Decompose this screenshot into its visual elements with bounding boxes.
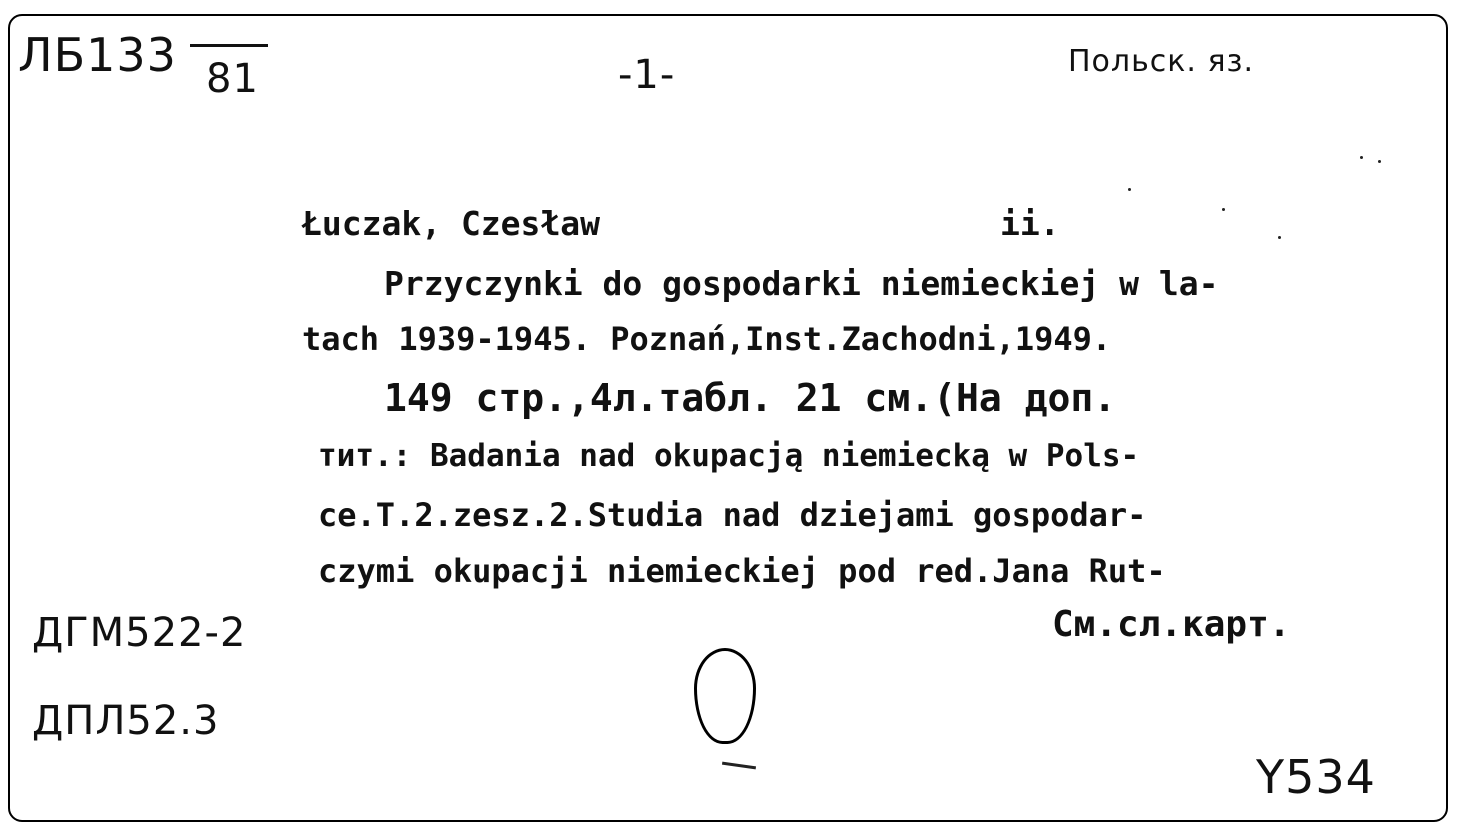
fraction-bar [190,44,268,47]
speck [1378,160,1381,163]
body-line-2: tach 1939-1945. Poznań,Inst.Zachodni,1949. [302,320,1112,358]
shelf-mark-2: ДПЛ52.3 [32,698,220,744]
speck [1360,156,1363,159]
body-line-6: czymi okupacji niemieckiej pod red.Jana Rut- [318,552,1166,590]
body-line-3: 149 стр.,4л.табл. 21 см.(На доп. [384,376,1117,420]
page-number: -1- [618,52,676,98]
author-mark: ii. [1000,204,1060,243]
see-next-card: См.сл.карт. [1052,604,1291,645]
speck [1222,208,1225,211]
body-line-5: ce.T.2.zesz.2.Studia nad dziejami gospodar- [318,496,1147,534]
speck [1278,236,1281,239]
call-number: ЛБ133 [18,28,177,82]
author-line: Łuczak, Czesław [302,204,601,243]
speck [1128,188,1131,191]
shelf-mark-1: ДГМ522-2 [32,610,247,656]
inventory-number: Y534 [1256,750,1376,804]
body-line-1: Przyczynki do gospodarki niemieckiej w la- [384,264,1219,303]
call-number-fraction: 81 [206,56,259,102]
language-note: Польск. яз. [1068,44,1254,79]
body-line-4: тит.: Badania nad okupacją niemiecką w Pols- [318,438,1140,474]
